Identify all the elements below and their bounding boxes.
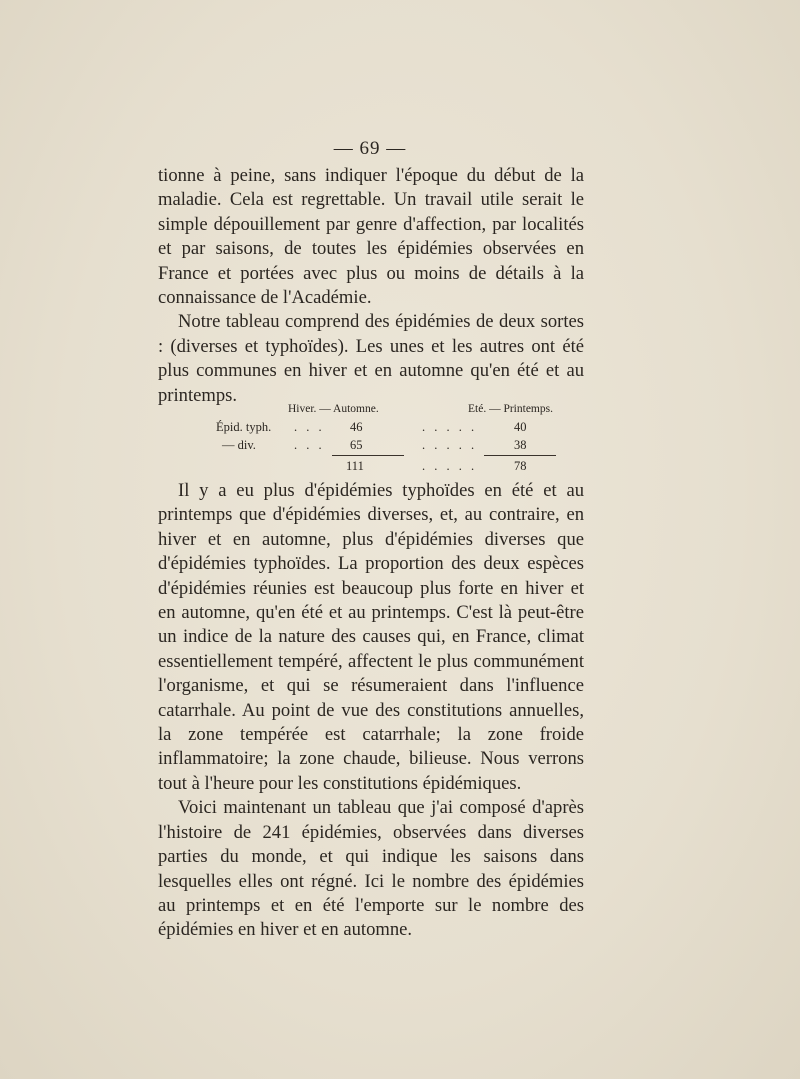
paragraph: tionne à peine, sans indiquer l'époque du début de la maladie. Cela est regrettable. Un travail utile serait le simple dépouillement par genre d'affection, par localités et par saisons, de toutes les épidémies observées en France et portées avec plus ou moins de détails à la connaissance de l'Académie. (158, 165, 584, 309)
table-cell-value: 38 (514, 438, 527, 452)
table-cell-value: 40 (514, 420, 527, 434)
sum-rule (484, 455, 556, 456)
table-leader-dots: . . . (294, 438, 325, 452)
table-cell-value: 65 (350, 438, 363, 452)
text-block-bottom (158, 479, 584, 943)
page-number: — 69 — (333, 138, 407, 159)
table-cell-value: 46 (350, 420, 363, 434)
table-leader-dots: . . . . . (422, 438, 478, 452)
table-header-summer-spring: Eté. — Printemps. (468, 403, 553, 415)
sum-rule (332, 455, 404, 456)
paragraph: Notre tableau comprend des épidémies de deux sortes : (diverses et typhoïdes). Les unes et les autres ont été plus communes en hiver et en automne qu'en été et au printemps. (158, 311, 584, 406)
table-leader-dots: . . . . . (422, 420, 478, 434)
table-leader-dots: . . . . . (422, 459, 478, 473)
table-leader-dots: . . . (294, 420, 325, 434)
paragraph: Il y a eu plus d'épidémies typhoïdes en été et au printemps que d'épidémies diverses, et, au contraire, en hiver et en automne, plus d'épidémies diverses que d'épidémies typhoïdes. La proportion des deux espèces d'épidémies réunies est beaucoup plus forte en hiver et en automne, qu'en été et au printemps. C'est là peut-être un indice de la nature des causes qui, en France, climat essentiellement tempéré, affectent le plus communément l'organisme, et qui se résumeraient dans l'influence catarrhale. Au point de vue des constitutions annuelles, la zone tempérée est catarrhale; la zone froide inflammatoire; la zone chaude, bilieuse. Nous verrons tout à l'heure pour les constitutions épidémiques. (158, 480, 584, 794)
paragraph: Voici maintenant un tableau que j'ai composé d'après l'histoire de 241 épidémies, observées dans diverses parties du monde, et qui indique les saisons dans lesquelles elles ont régné. Ici le nombre des épidémies au printemps et en été l'emporte sur le nombre des épidémies en hiver et en automne. (158, 797, 584, 941)
table-row-label: — div. (222, 438, 256, 452)
table-total-value: 111 (346, 459, 364, 473)
table-total-value: 78 (514, 459, 527, 473)
text-block-top (158, 164, 584, 408)
table-row-label: Épid. typh. (216, 420, 272, 434)
table-header-winter-autumn: Hiver. — Automne. (288, 403, 379, 415)
seasonal-epidemics-table (170, 400, 590, 478)
